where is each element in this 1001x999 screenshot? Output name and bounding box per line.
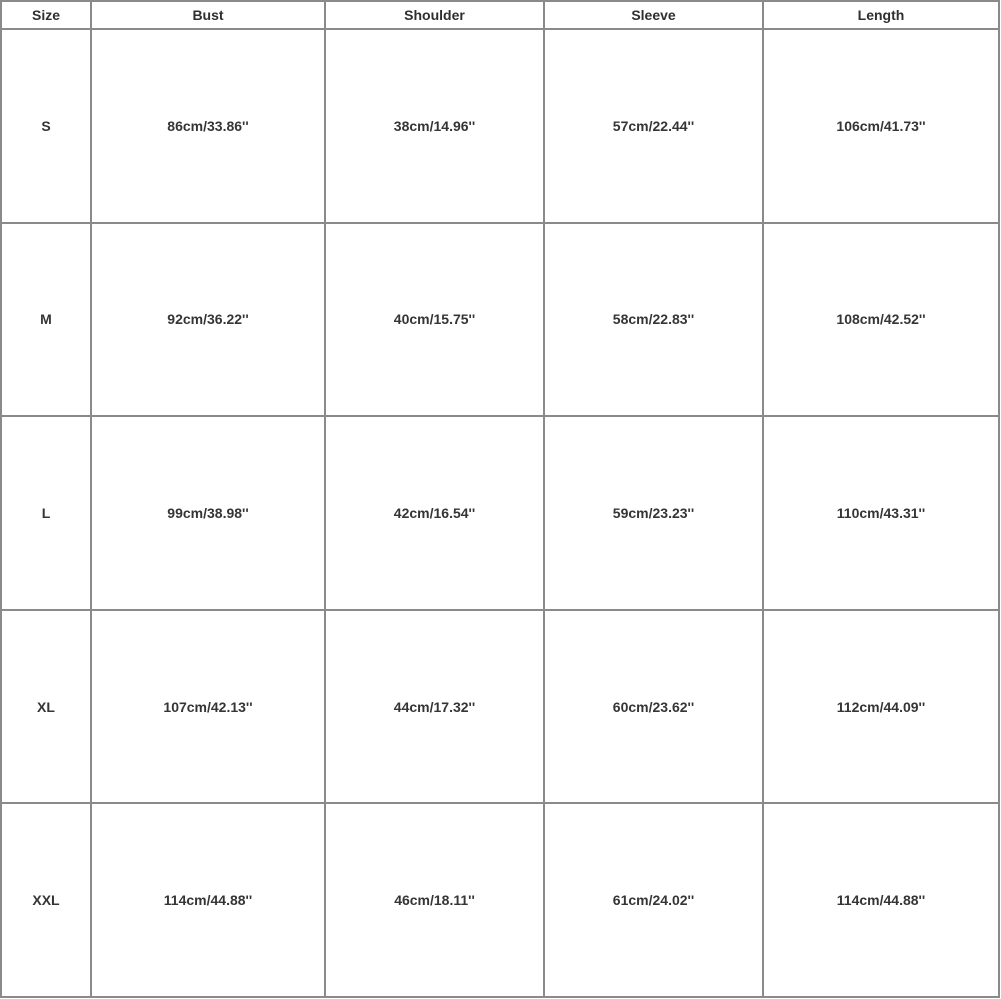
header-size: Size: [1, 1, 91, 29]
cell-length: 110cm/43.31'': [763, 416, 999, 610]
cell-length: 114cm/44.88'': [763, 803, 999, 997]
cell-shoulder: 38cm/14.96'': [325, 29, 544, 223]
cell-sleeve: 60cm/23.62'': [544, 610, 763, 804]
cell-bust: 114cm/44.88'': [91, 803, 325, 997]
cell-sleeve: 58cm/22.83'': [544, 223, 763, 417]
cell-bust: 107cm/42.13'': [91, 610, 325, 804]
table-row: [1, 223, 999, 417]
header-length: Length: [763, 1, 999, 29]
cell-shoulder: 44cm/17.32'': [325, 610, 544, 804]
cell-bust: 92cm/36.22'': [91, 223, 325, 417]
header-sleeve: Sleeve: [544, 1, 763, 29]
cell-size: XL: [1, 610, 91, 804]
cell-sleeve: 59cm/23.23'': [544, 416, 763, 610]
header-bust: Bust: [91, 1, 325, 29]
cell-sleeve: 57cm/22.44'': [544, 29, 763, 223]
table-row: [1, 29, 999, 223]
cell-bust: 86cm/33.86'': [91, 29, 325, 223]
cell-shoulder: 42cm/16.54'': [325, 416, 544, 610]
cell-sleeve: 61cm/24.02'': [544, 803, 763, 997]
cell-length: 106cm/41.73'': [763, 29, 999, 223]
table-row: [1, 416, 999, 610]
cell-size: S: [1, 29, 91, 223]
header-row: [1, 1, 999, 29]
cell-size: M: [1, 223, 91, 417]
cell-shoulder: 46cm/18.11'': [325, 803, 544, 997]
cell-size: L: [1, 416, 91, 610]
cell-bust: 99cm/38.98'': [91, 416, 325, 610]
table-row: [1, 803, 999, 997]
table-row: [1, 610, 999, 804]
cell-shoulder: 40cm/15.75'': [325, 223, 544, 417]
header-shoulder: Shoulder: [325, 1, 544, 29]
cell-length: 112cm/44.09'': [763, 610, 999, 804]
cell-size: XXL: [1, 803, 91, 997]
cell-length: 108cm/42.52'': [763, 223, 999, 417]
